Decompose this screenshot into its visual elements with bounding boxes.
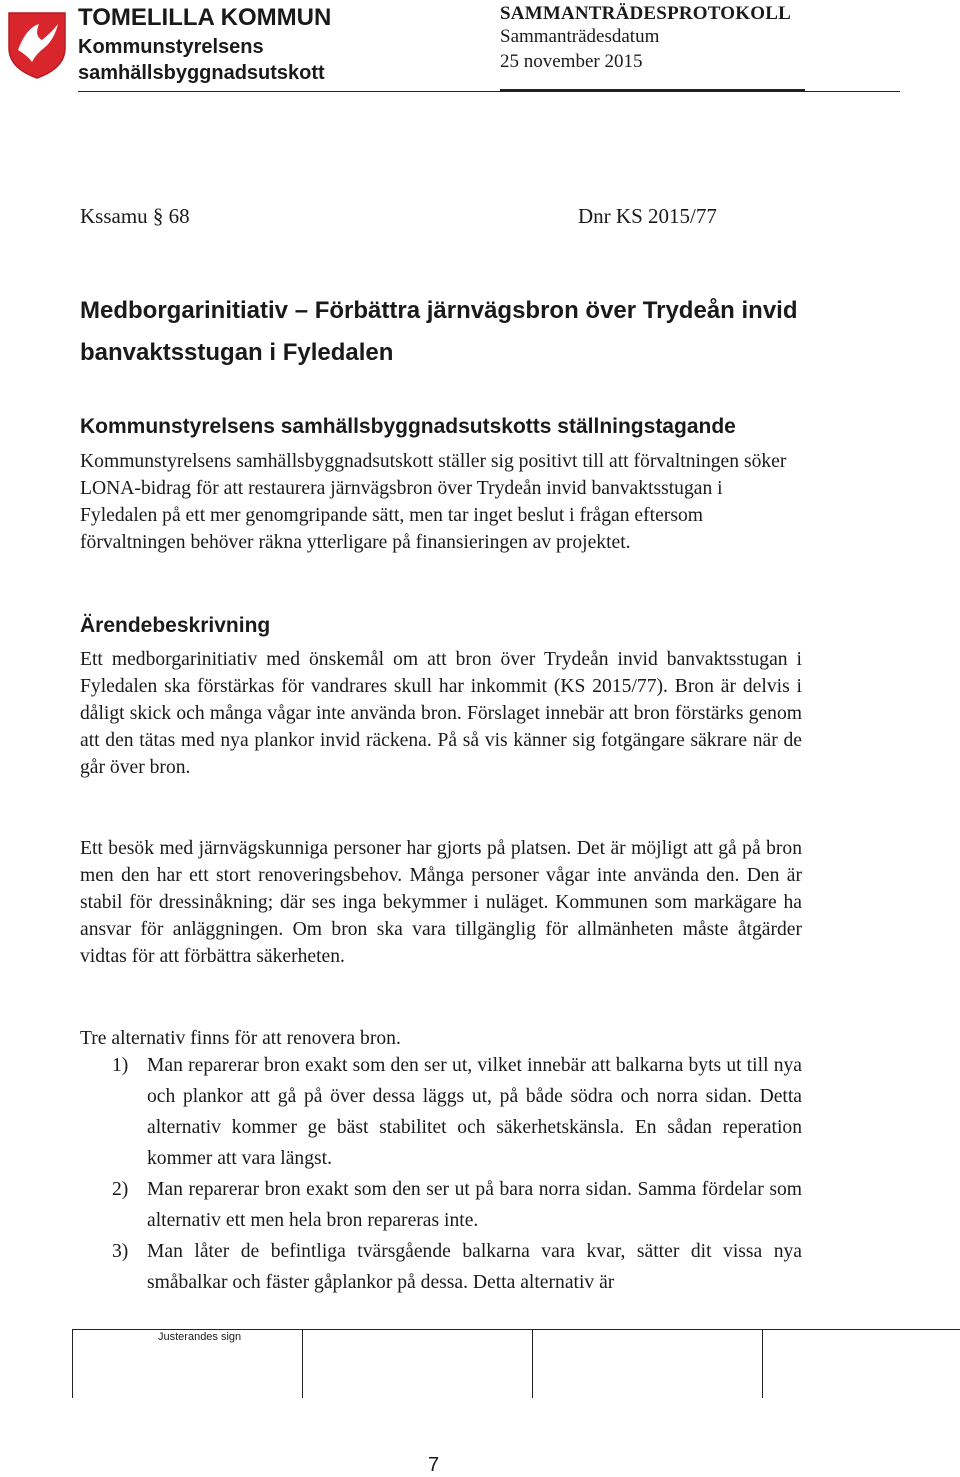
signature-box-divider bbox=[762, 1330, 763, 1398]
list-item-text: Man låter de befintliga tvärsgående balkarna vara kvar, sätter dit vissa nya småbalkar och fäster gåplankor på dessa. Detta alternativ är bbox=[147, 1241, 802, 1293]
list-item-number: 2) bbox=[112, 1179, 129, 1200]
list-item bbox=[80, 1050, 802, 1174]
header-divider-accent bbox=[500, 89, 805, 91]
signature-label: Justerandes sign bbox=[158, 1331, 242, 1343]
date-label: Sammanträdesdatum bbox=[500, 26, 660, 47]
meeting-date: 25 november 2015 bbox=[500, 51, 643, 72]
page-number: 7 bbox=[428, 1454, 440, 1476]
list-item bbox=[80, 1174, 802, 1236]
stance-heading: Kommunstyrelsens samhällsbyggnadsutskotts ställningstagande bbox=[80, 415, 736, 438]
committee-line-2: samhällsbyggnadsutskott bbox=[78, 62, 325, 84]
paragraph-ref: Kssamu § 68 bbox=[80, 204, 190, 228]
list-item-text: Man reparerar bron exakt som den ser ut, vilket innebär att balkarna byts ut till nya och plankor att gå på över dessa läggs ut, på både södra och norra sidan. Detta alternativ kommer ge bäst stabilitet och säkerhetskänsla. En sådan reperation kommer att vara längst. bbox=[147, 1055, 802, 1169]
case-number: Dnr KS 2015/77 bbox=[578, 204, 717, 228]
signature-box-divider bbox=[72, 1330, 73, 1398]
alternatives-list bbox=[80, 1050, 802, 1298]
signature-box-divider bbox=[532, 1330, 533, 1398]
alternatives-intro: Tre alternativ finns för att renovera bron. bbox=[80, 1028, 401, 1049]
description-para-2: Ett besök med järnvägskunniga personer har gjorts på platsen. Det är möjligt att gå på bron men den har ett stort renoveringsbehov. Många personer vågar inte använda den. Den är stabil för dressinåkning; där ses inga bekymmer i nuläget. Kommunen som markägare ha ansvar för anläggningen. Om bron ska vara tillgänglig för allmänheten måste åtgärder vidtas för att förbättra säkerheten. bbox=[80, 838, 802, 967]
description-para-1: Ett medborgarinitiativ med önskemål om att bron över Trydeån invid banvaktsstugan i Fyledalen ska förstärkas för vandrares skull har inkommit (KS 2015/77). Bron är delvis i dåligt skick och många vågar inte använda bron. Förslaget innebär att bron förstärks genom att den tätas med nya plankor invid räckena. På så vis känner sig fotgängare säkrare när de går över bron. bbox=[80, 649, 802, 778]
doc-type: SAMMANTRÄDESPROTOKOLL bbox=[500, 3, 791, 24]
description-heading: Ärendebeskrivning bbox=[80, 614, 271, 637]
list-item bbox=[80, 1236, 802, 1298]
document-title: Medborgarinitiativ – Förbättra järnvägsbron över Trydeån invid banvaktsstugan i Fyledalen bbox=[80, 297, 798, 366]
org-name: TOMELILLA KOMMUN bbox=[78, 4, 332, 31]
committee-line-1: Kommunstyrelsens bbox=[78, 36, 264, 58]
list-item-number: 1) bbox=[112, 1055, 129, 1076]
stance-text: Kommunstyrelsens samhällsbyggnadsutskott ställer sig positivt till att förvaltningen söker LONA-bidrag för att restaurera järnvägsbron över Trydeån invid banvaktsstugan i Fyledalen på ett mer genomgripande sätt, men tar inget beslut i frågan eftersom förvaltningen behöver räkna ytterligare på finansieringen av projektet. bbox=[80, 451, 787, 553]
header-divider bbox=[78, 91, 900, 92]
coat-of-arms-logo bbox=[6, 10, 68, 80]
signature-box-divider bbox=[302, 1330, 303, 1398]
list-item-number: 3) bbox=[112, 1241, 129, 1262]
list-item-text: Man reparerar bron exakt som den ser ut på bara norra sidan. Samma fördelar som alternativ ett men hela bron repareras inte. bbox=[147, 1179, 802, 1231]
